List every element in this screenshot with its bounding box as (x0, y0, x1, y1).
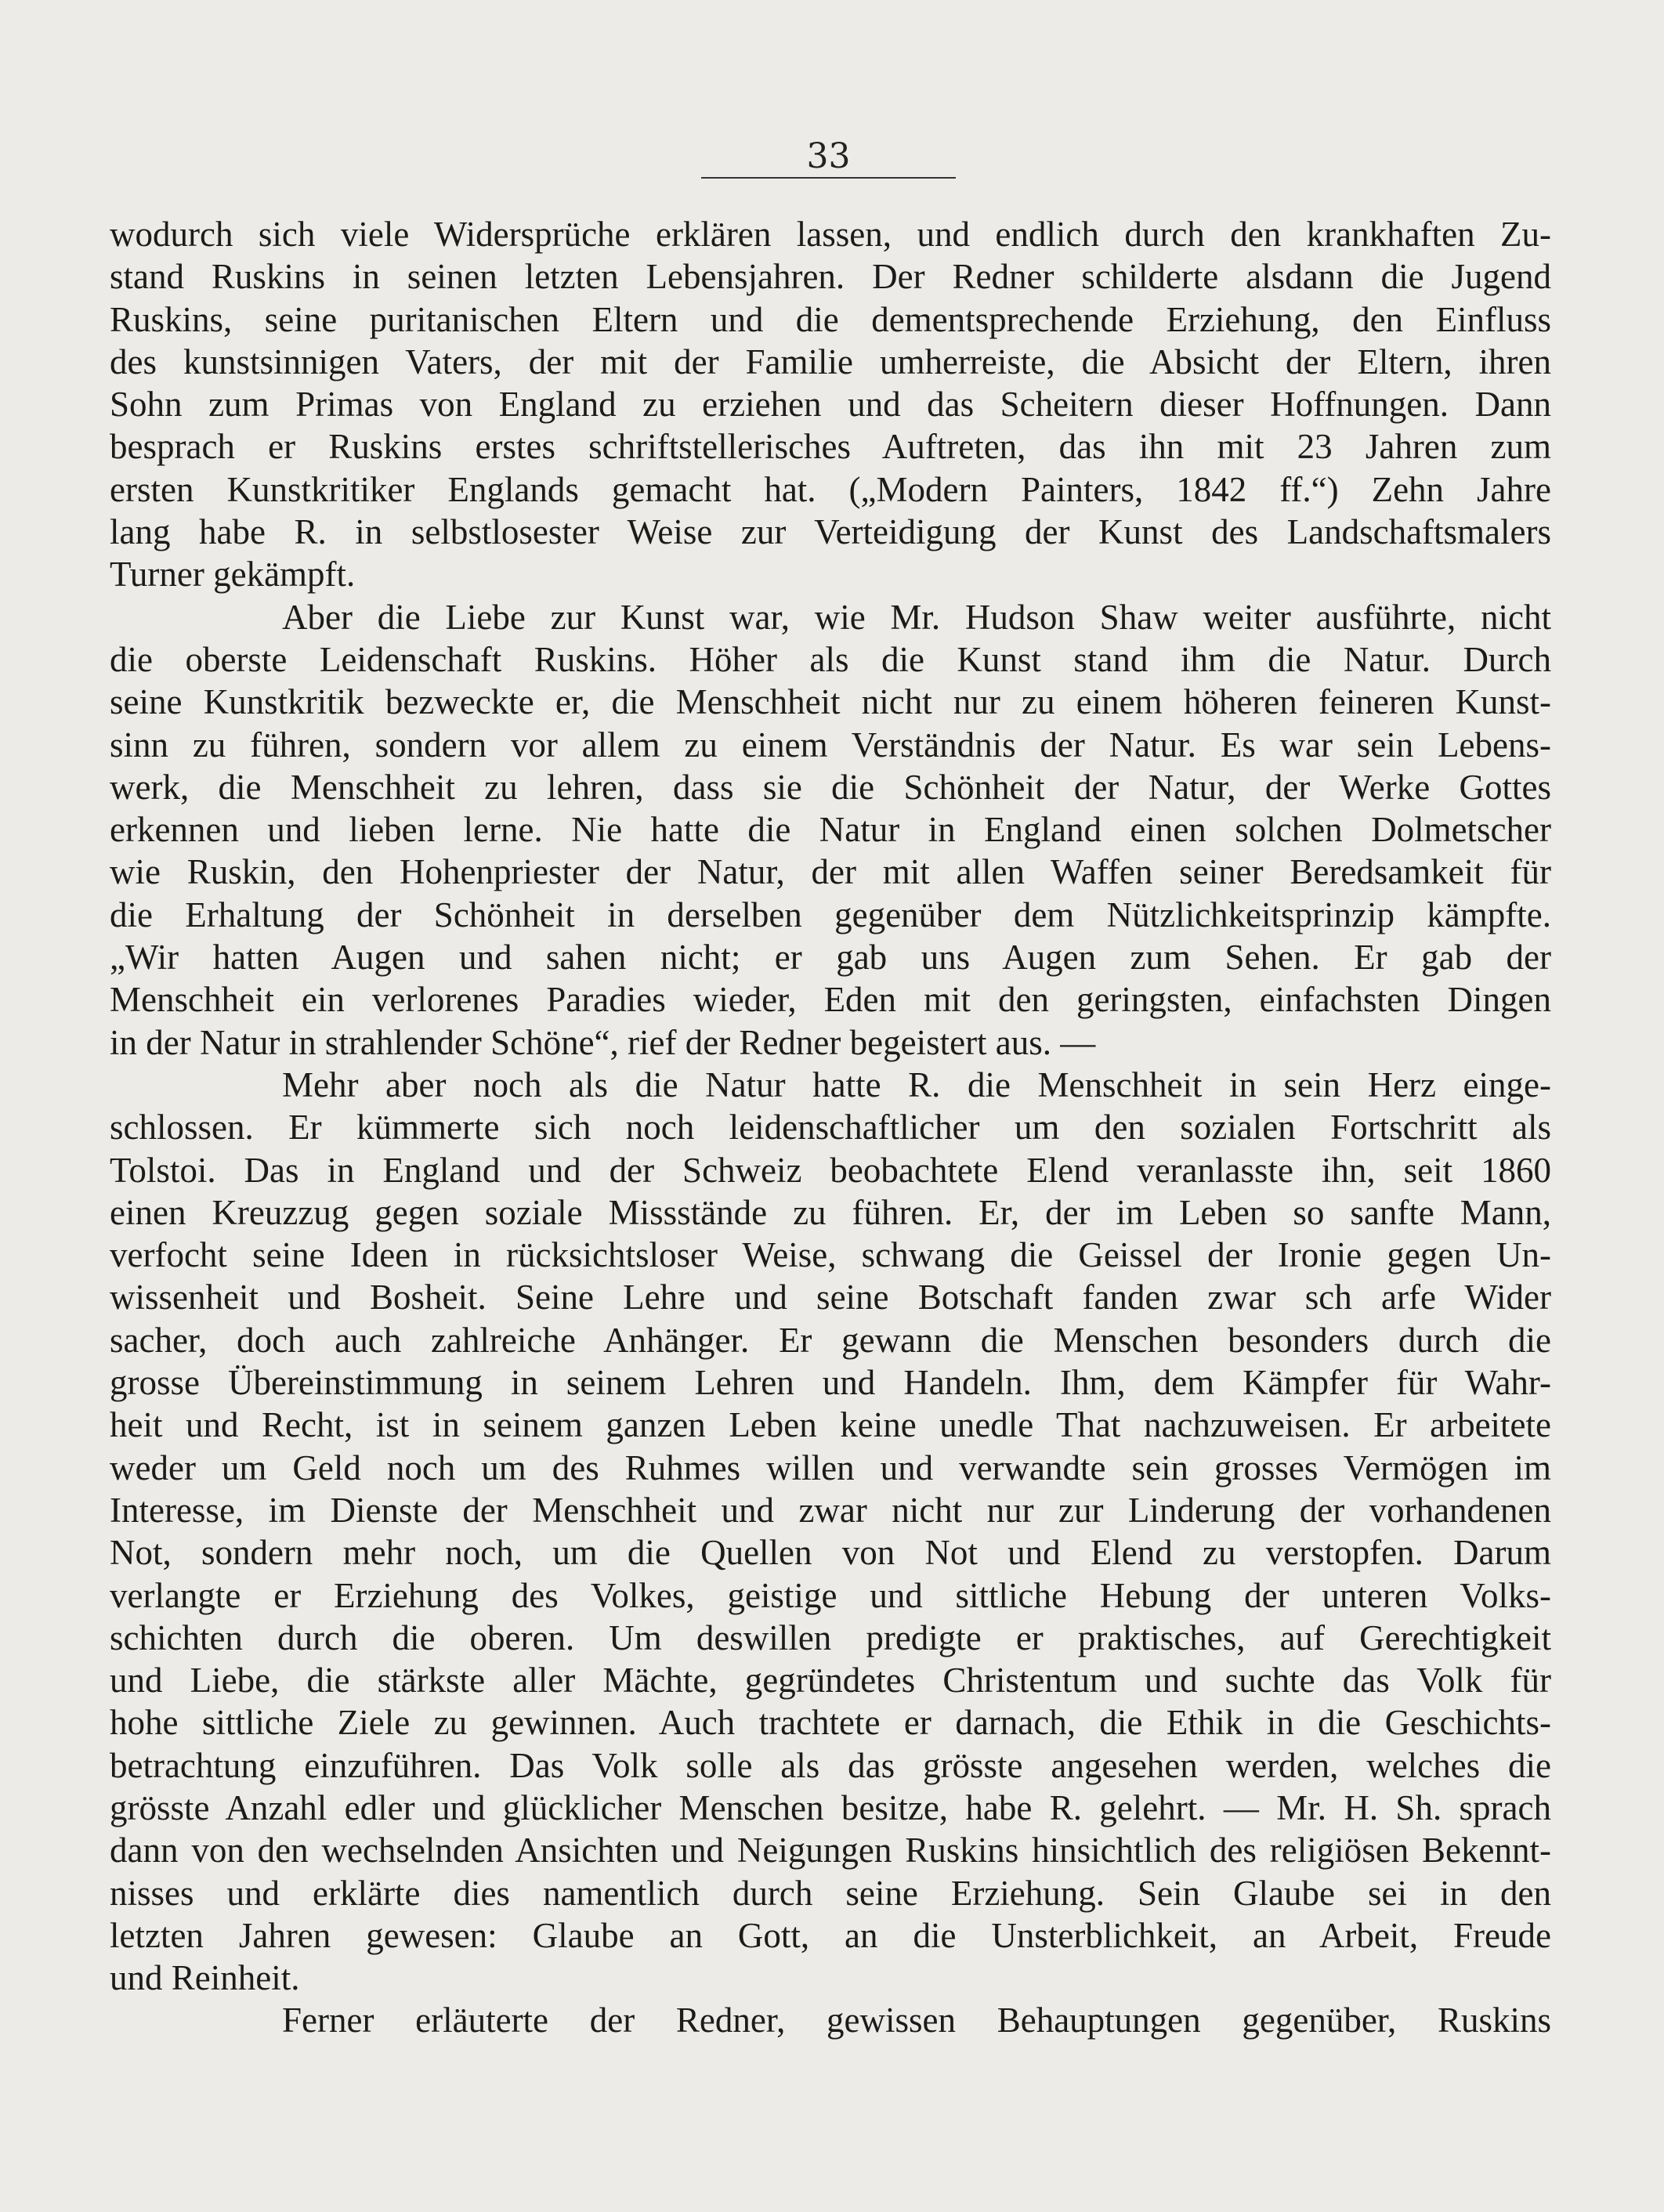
text-line: Tolstoi. Das in England und der Schweiz beobachtete Elend veranlasste ihn, seit 1860 (110, 1150, 1551, 1190)
text-line: Mehr aber noch als die Natur hatte R. die Menschheit in sein Herz einge- (282, 1064, 1551, 1104)
text-line: stand Ruskins in seinen letzten Lebensjahren. Der Redner schilderte alsdann die Jugend (110, 257, 1551, 297)
text-line: Aber die Liebe zur Kunst war, wie Mr. Hudson Shaw weiter ausführte, nicht (282, 597, 1551, 637)
text-line: Ferner erläuterte der Redner, gewissen Behauptungen gegenüber, Ruskins (282, 2001, 1551, 2040)
text-line: ersten Kunstkritiker Englands gemacht hat. („Modern Painters, 1842 ff.“) Zehn Jahre (110, 469, 1551, 509)
text-line: betrachtung einzuführen. Das Volk solle als das grösste angesehen werden, welches die (110, 1745, 1551, 1785)
text-line: schlossen. Er kümmerte sich noch leidenschaftlicher um den sozialen Fortschritt als (110, 1108, 1551, 1148)
text-line: die Erhaltung der Schönheit in derselben gegenüber dem Nützlichkeitsprinzip kämpfte. (110, 895, 1551, 934)
text-line: wie Ruskin, den Hohenpriester der Natur, der mit allen Waffen seiner Beredsamkeit für (110, 852, 1551, 892)
text-line: heit und Recht, ist in seinem ganzen Leben keine unedle That nachzuweisen. Er arbeitete (110, 1405, 1551, 1445)
text-line: sacher, doch auch zahlreiche Anhänger. Er gewann die Menschen besonders durch die (110, 1320, 1551, 1360)
text-line: Ruskins, seine puritanischen Eltern und die dementsprechende Erziehung, den Einfluss (110, 299, 1551, 339)
text-line: hohe sittliche Ziele zu gewinnen. Auch trachtete er darnach, die Ethik in die Geschichts- (110, 1703, 1551, 1743)
page-number: 33 (701, 136, 956, 179)
text-line: erkennen und lieben lerne. Nie hatte die Natur in England einen solchen Dolmetscher (110, 810, 1551, 850)
text-line: des kunstsinnigen Vaters, der mit der Familie umherreiste, die Absicht der Eltern, ihren (110, 342, 1551, 381)
text-line: verfocht seine Ideen in rücksichtsloser Weise, schwang die Geissel der Ironie gegen Un- (110, 1235, 1551, 1275)
text-line: wissenheit und Bosheit. Seine Lehre und seine Botschaft fanden zwar sch arfe Wider (110, 1278, 1551, 1317)
text-line: verlangte er Erziehung des Volkes, geistige und sittliche Hebung der unteren Volks- (110, 1575, 1551, 1615)
text-line: wodurch sich viele Widersprüche erklären lassen, und endlich durch den krankhaften Zu- (110, 215, 1551, 254)
text-line: in der Natur in strahlender Schöne“, rief der Redner begeistert aus. — (110, 1022, 1096, 1062)
text-line: Sohn zum Primas von England zu erziehen und das Scheitern dieser Hoffnungen. Dann (110, 385, 1551, 425)
text-line: werk, die Menschheit zu lehren, dass sie die Schönheit der Natur, der Werke Gottes (110, 767, 1551, 807)
text-line: nisses und erklärte dies namentlich durch seine Erziehung. Sein Glaube sei in den (110, 1873, 1551, 1913)
text-line: grosse Übereinstimmung in seinem Lehren und Handeln. Ihm, dem Kämpfer für Wahr- (110, 1363, 1551, 1403)
text-line: und Reinheit. (110, 1958, 300, 1998)
text-line: Not, sondern mehr noch, um die Quellen von Not und Elend zu verstopfen. Darum (110, 1533, 1551, 1573)
text-line: lang habe R. in selbstlosester Weise zur Verteidigung der Kunst des Landschaftsmalers (110, 512, 1551, 552)
body-text (110, 213, 1551, 2042)
text-line: letzten Jahren gewesen: Glaube an Gott, an die Unsterblichkeit, an Arbeit, Freude (110, 1915, 1551, 1955)
text-line: Menschheit ein verlorenes Paradies wieder, Eden mit den geringsten, einfachsten Dingen (110, 980, 1551, 1020)
text-line: grösste Anzahl edler und glücklicher Menschen besitze, habe R. gelehrt. — Mr. H. Sh. sprach (110, 1787, 1551, 1827)
text-line: seine Kunstkritik bezweckte er, die Menschheit nicht nur zu einem höheren feineren Kunst- (110, 682, 1551, 722)
text-line: weder um Geld noch um des Ruhmes willen und verwandte sein grosses Vermögen im (110, 1448, 1551, 1487)
text-line: die oberste Leidenschaft Ruskins. Höher als die Kunst stand ihm die Natur. Durch (110, 639, 1551, 679)
text-line: besprach er Ruskins erstes schriftstellerisches Auftreten, das ihn mit 23 Jahren zum (110, 427, 1551, 467)
text-line: schichten durch die oberen. Um deswillen predigte er praktisches, auf Gerechtigkeit (110, 1617, 1551, 1657)
text-line: „Wir hatten Augen und sahen nicht; er gab uns Augen zum Sehen. Er gab der (110, 938, 1551, 978)
text-line: Turner gekämpft. (110, 555, 356, 595)
text-line: und Liebe, die stärkste aller Mächte, gegründetes Christentum und suchte das Volk für (110, 1661, 1551, 1701)
text-line: dann von den wechselnden Ansichten und Neigungen Ruskins hinsichtlich des religiösen Bekennt- (110, 1831, 1551, 1870)
text-line: einen Kreuzzug gegen soziale Missstände zu führen. Er, der im Leben so sanfte Mann, (110, 1192, 1551, 1232)
text-line: sinn zu führen, sondern vor allem zu einem Verständnis der Natur. Es war sein Lebens- (110, 725, 1551, 764)
text-line: Interesse, im Dienste der Menschheit und zwar nicht nur zur Linderung der vorhandenen (110, 1490, 1551, 1530)
